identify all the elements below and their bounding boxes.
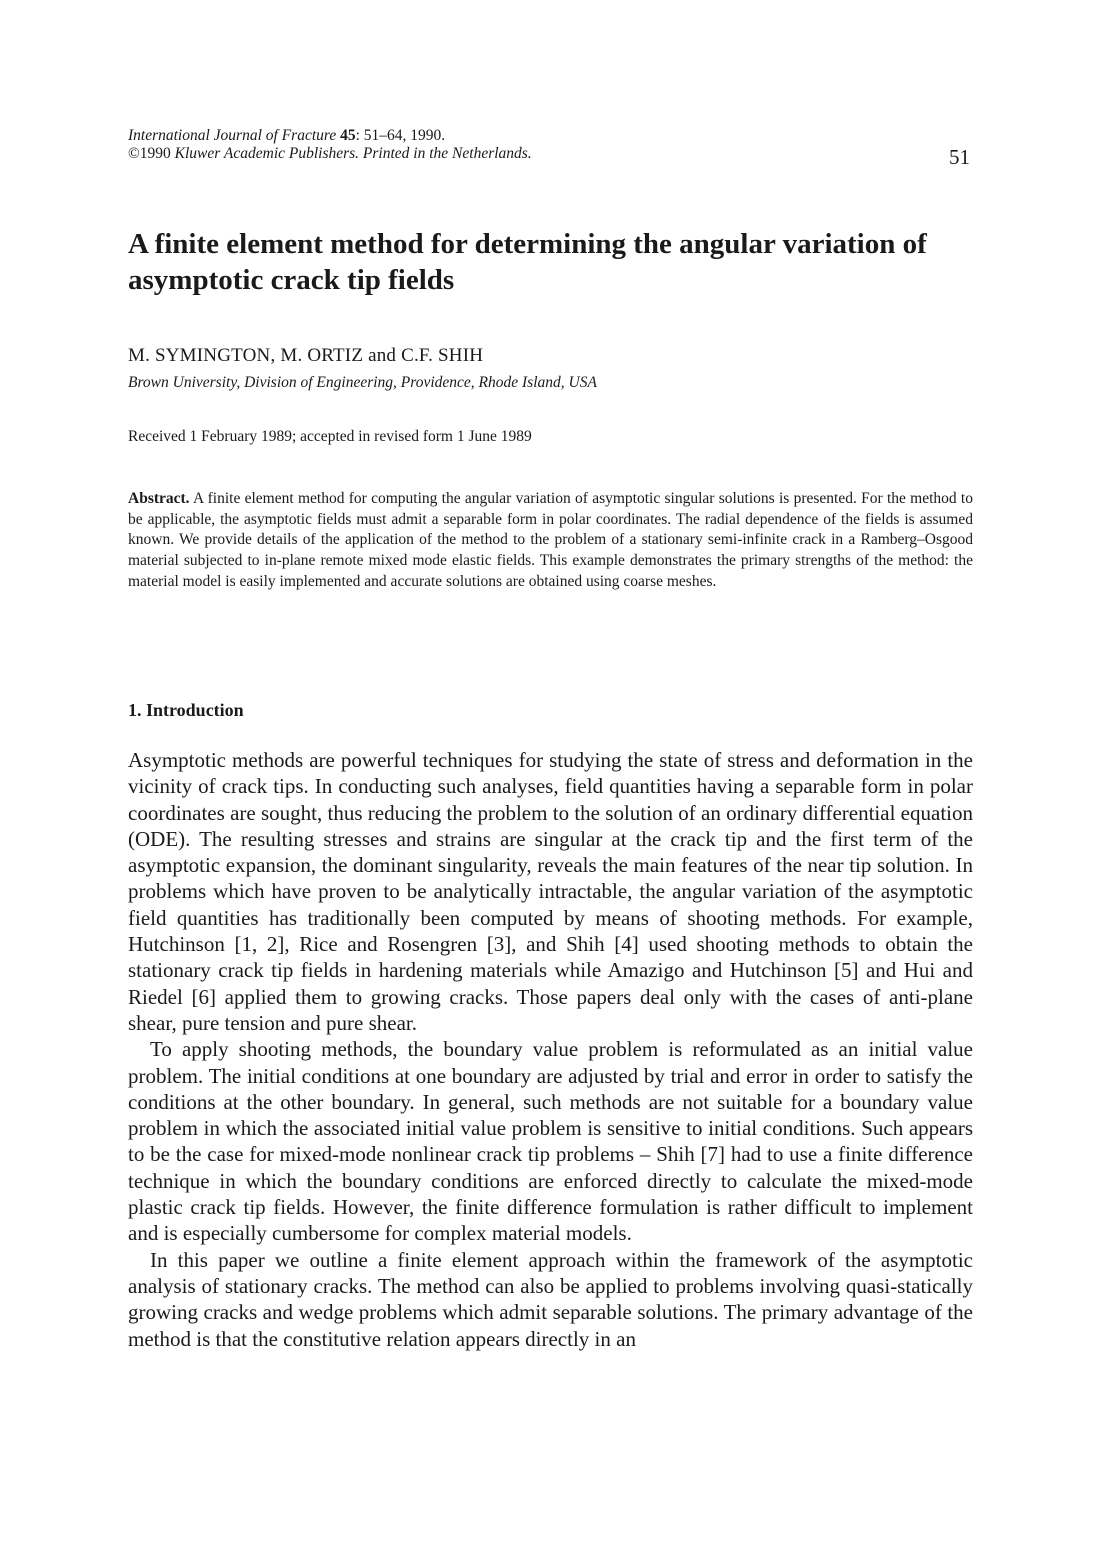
abstract: [128, 489, 973, 593]
abstract-text: A finite element method for computing the angular variation of asymptotic singular solutions is presented. For the method to be applicable, the asymptotic fields must admit a separable form in polar coordinates. The radial dependence of the fields is assumed known. We provide details of the application of the method to the problem of a stationary semi-infinite crack in a Ramberg–Osgood material subjected to in-plane remote mixed mode elastic fields. This example demonstrates the primary strengths of the method: the material model is easily implemented and accurate solutions are obtained using coarse meshes.: [128, 490, 973, 590]
copyright-year: ©1990: [128, 145, 171, 162]
paragraph: Asymptotic methods are powerful techniques for studying the state of stress and deformation in the vicinity of crack tips. In conducting such analyses, field quantities having a separable form in polar coordinates are sought, thus reducing the problem to the solution of an ordinary differential equation (ODE). The resulting stresses and strains are singular at the crack tip and the first term of the asymptotic expansion, the dominant singularity, reveals the main features of the near tip solution. In problems which have proven to be analytically intractable, the angular variation of the asymptotic field quantities has traditionally been computed by means of shooting methods. For example, Hutchinson [1, 2], Rice and Rosengren [3], and Shih [4] used shooting methods to obtain the stationary crack tip fields in hardening materials while Amazigo and Hutchinson [5] and Hui and Riedel [6] applied them to growing cracks. Those papers deal only with the cases of anti-plane shear, pure tension and pure shear.: [128, 748, 973, 1035]
received-dates: Received 1 February 1989; accepted in revised form 1 June 1989: [128, 428, 532, 445]
paragraph: To apply shooting methods, the boundary value problem is reformulated as an initial value problem. The initial conditions at one boundary are adjusted by trial and error in order to satisfy the conditions at the other boundary. In general, such methods are not suitable for a boundary value problem in which the associated initial value problem is sensitive to initial conditions. Such appears to be the case for mixed-mode nonlinear crack tip problems – Shih [7] had to use a finite difference technique in which the boundary conditions are enforced directly to calculate the mixed-mode plastic crack tip fields. However, the finite difference formulation is rather difficult to implement and is especially cumbersome for complex material models.: [128, 1037, 973, 1246]
affiliation: Brown University, Division of Engineering, Providence, Rhode Island, USA: [128, 374, 597, 391]
section-heading: 1. Introduction: [128, 700, 244, 720]
authors: M. SYMINGTON, M. ORTIZ and C.F. SHIH: [128, 345, 484, 366]
paper-title: A finite element method for determining the angular variation of asymptotic crack tip fields: [128, 228, 927, 296]
journal-name: International Journal of Fracture: [128, 127, 337, 144]
publisher: Kluwer Academic Publishers. Printed in the Netherlands.: [174, 145, 532, 162]
section-body: [128, 747, 973, 1352]
abstract-label: Abstract.: [128, 490, 190, 507]
copyright-line: [128, 145, 828, 163]
journal-line: [128, 127, 828, 145]
paragraph: In this paper we outline a finite element approach within the framework of the asymptotic analysis of stationary cracks. The method can also be applied to problems involving quasi-statically growing cracks and wedge problems which admit separable solutions. The primary advantage of the method is that the constitutive relation appears directly in an: [128, 1247, 973, 1351]
journal-volume: 45: [340, 127, 356, 144]
page-number: 51: [949, 145, 970, 169]
journal-pages-year: : 51–64, 1990.: [355, 127, 446, 144]
journal-citation: [128, 127, 828, 163]
